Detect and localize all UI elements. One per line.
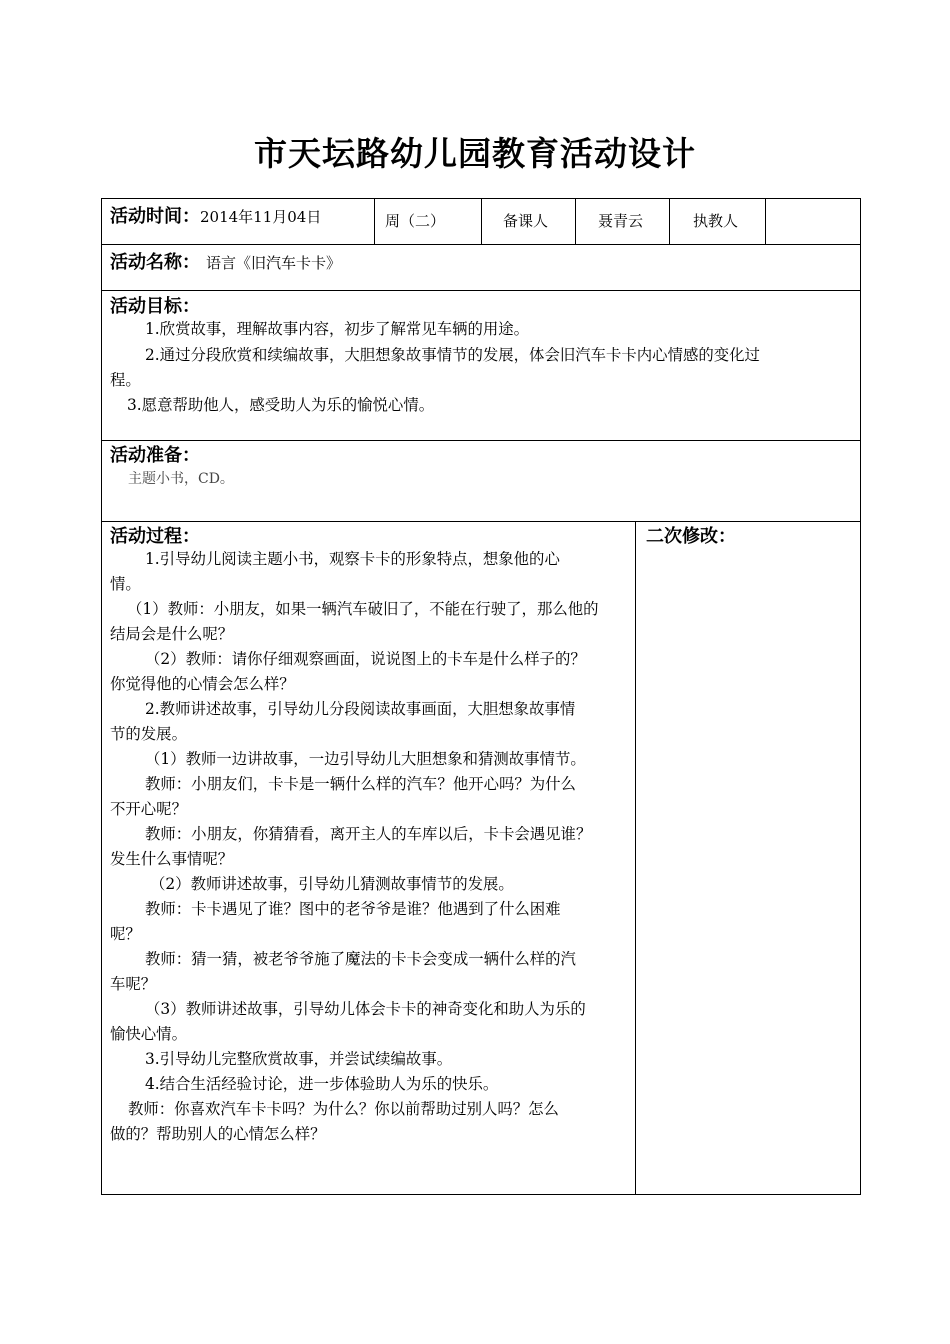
row-divider	[101, 521, 861, 522]
activity-time-value: 2014年11月04日	[200, 208, 322, 226]
goals-label: 活动目标：	[110, 296, 200, 317]
process-line: 1.引导幼儿阅读主题小书，观察卡卡的形象特点，想象他的心	[145, 550, 560, 568]
process-line: 3.引导幼儿完整欣赏故事，并尝试续编故事。	[145, 1050, 453, 1068]
goal-line: 程。	[110, 371, 141, 389]
column-divider	[669, 198, 670, 244]
process-line: 教师：小朋友们，卡卡是一辆什么样的汽车？他开心吗？为什么	[145, 775, 576, 793]
process-line: 4.结合生活经验讨论，进一步体验助人为乐的快乐。	[145, 1075, 499, 1093]
process-line: （1）教师一边讲故事，一边引导幼儿大胆想象和猜测故事情节。	[145, 750, 586, 768]
row-divider	[101, 290, 861, 291]
process-label: 活动过程：	[110, 526, 200, 547]
column-divider	[481, 198, 482, 244]
activity-name	[110, 250, 341, 276]
row-divider	[101, 440, 861, 441]
process-line: 教师：猜一猜，被老爷爷施了魔法的卡卡会变成一辆什么样的汽	[145, 950, 576, 968]
document-title: 市天坛路幼儿园教育活动设计	[254, 134, 696, 173]
preparer-name: 聂青云	[598, 212, 644, 230]
process-line: 教师：你喜欢汽车卡卡吗？为什么？你以前帮助过别人吗？怎么	[128, 1100, 559, 1118]
preparer-label: 备课人	[503, 212, 549, 230]
process-line: （1）教师：小朋友，如果一辆汽车破旧了，不能在行驶了，那么他的	[127, 600, 599, 618]
column-divider	[575, 198, 576, 244]
table-border-bottom	[101, 1194, 861, 1195]
goal-line: 2.通过分段欣赏和续编故事，大胆想象故事情节的发展，体会旧汽车卡卡内心情感的变化过	[145, 346, 760, 364]
process-line: 教师：小朋友，你猜猜看，离开主人的车库以后，卡卡会遇见谁？	[145, 825, 592, 843]
preparation-value: 主题小书，CD。	[128, 471, 234, 487]
preparation-label: 活动准备：	[110, 445, 200, 466]
process-line: 情。	[110, 575, 141, 593]
teacher-label: 执教人	[693, 212, 739, 230]
process-line: （2）教师：请你仔细观察画面，说说图上的卡车是什么样子的？	[145, 650, 586, 668]
process-line: （3）教师讲述故事，引导幼儿体会卡卡的神奇变化和助人为乐的	[145, 1000, 586, 1018]
goal-line: 1.欣赏故事，理解故事内容，初步了解常见车辆的用途。	[145, 320, 530, 338]
activity-name-label: 活动名称：	[110, 252, 200, 273]
revision-label: 二次修改：	[646, 526, 736, 547]
column-divider	[635, 521, 636, 1194]
process-line: 不开心呢？	[110, 800, 187, 818]
process-line: 2.教师讲述故事，引导幼儿分段阅读故事画面，大胆想象故事情	[145, 700, 576, 718]
goal-line: 3.愿意帮助他人，感受助人为乐的愉悦心情。	[127, 396, 435, 414]
process-line: 发生什么事情呢？	[110, 850, 234, 868]
table-border-right	[860, 198, 861, 1195]
process-line: （2）教师讲述故事，引导幼儿猜测故事情节的发展。	[150, 875, 514, 893]
activity-name-value: 语言《旧汽车卡卡》	[206, 254, 342, 272]
process-line: 做的？帮助别人的心情怎么样？	[110, 1125, 326, 1143]
activity-time-label: 活动时间：	[110, 206, 200, 227]
process-line: 你觉得他的心情会怎么样？	[110, 675, 295, 693]
row-divider	[101, 244, 861, 245]
process-line: 呢？	[110, 925, 141, 943]
process-line: 愉快心情。	[110, 1025, 187, 1043]
process-line: 车呢？	[110, 975, 157, 993]
process-line: 节的发展。	[110, 725, 187, 743]
column-divider	[765, 198, 766, 244]
table-border-left	[101, 198, 102, 1195]
weekday: 周（二）	[385, 212, 446, 230]
process-line: 结局会是什么呢？	[110, 625, 234, 643]
column-divider	[374, 198, 375, 244]
process-line: 教师：卡卡遇见了谁？图中的老爷爷是谁？他遇到了什么困难	[145, 900, 561, 918]
activity-time	[110, 204, 321, 230]
lesson-plan-table	[101, 198, 861, 1195]
